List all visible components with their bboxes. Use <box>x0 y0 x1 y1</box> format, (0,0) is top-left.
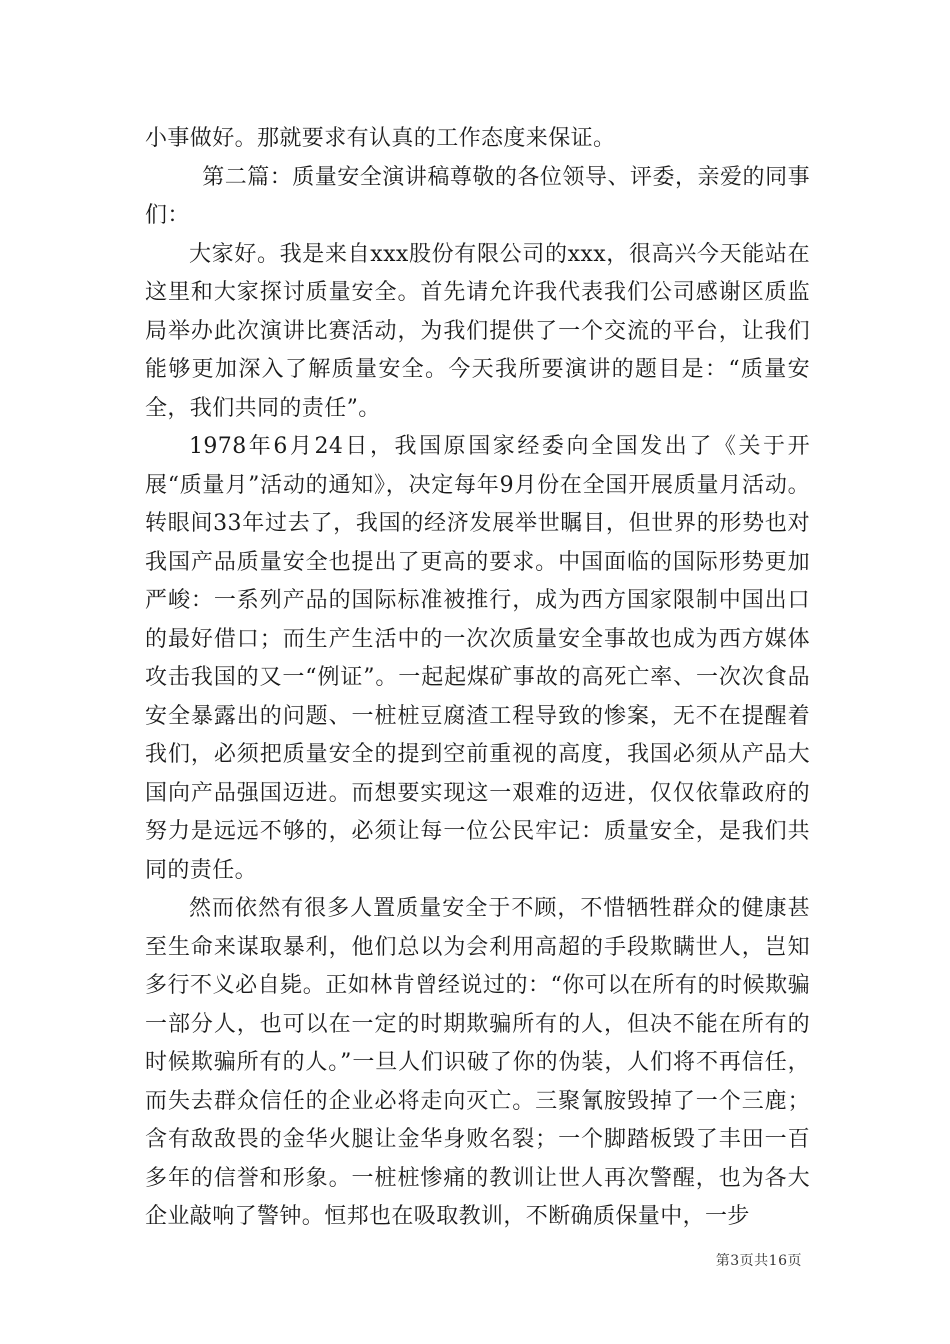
document-body <box>145 120 810 1237</box>
paragraph-section-heading: 第二篇：质量安全演讲稿尊敬的各位领导、评委，亲爱的同事们： <box>145 164 810 228</box>
paragraph-greeting: 大家好。我是来自xxx股份有限公司的xxx，很高兴今天能站在这里和大家探讨质量安全。首先请允许我代表我们公司感谢区质监局举办此次演讲比赛活动，为我们提供了一个交流的平台，让我们能够更加深入了解质量安全。今天我所要演讲的题目是：“质量安全，我们共同的责任”。 <box>145 241 810 421</box>
paragraph-history: 1978年6月24日，我国原国家经委向全国发出了《关于开展“质量月”活动的通知》，决定每年9月份在全国开展质量月活动。转眼间33年过去了，我国的经济发展举世瞩目，但世界的形势也对我国产品质量安全也提出了更高的要求。中国面临的国际形势更加严峻：一系列产品的国际标准被推行，成为西方国家限制中国出口的最好借口；而生产生活中的一次次质量安全事故也成为西方媒体攻击我国的又一“例证”。一起起煤矿事故的高死亡率、一次次食品安全暴露出的问题、一桩桩豆腐渣工程导致的惨案，无不在提醒着我们，必须把质量安全的提到空前重视的高度，我国必须从产品大国向产品强国迈进。而想要实现这一艰难的迈进，仅仅依靠政府的努力是远远不够的，必须让每一位公民牢记：质量安全，是我们共同的责任。 <box>145 434 810 883</box>
paragraph-continuation: 小事做好。那就要求有认真的工作态度来保证。 <box>145 126 616 151</box>
paragraph-warning: 然而依然有很多人置质量安全于不顾，不惜牺牲群众的健康甚至生命来谋取暴利，他们总以为会利用高超的手段欺瞒世人，岂知多行不义必自毙。正如林肯曾经说过的：“你可以在所有的时候欺骗一部分人，也可以在一定的时期欺骗所有的人，但决不能在所有的时候欺骗所有的人。”一旦人们识破了你的伪装，人们将不再信任，而失去群众信任的企业必将走向灭亡。三聚氰胺毁掉了一个三鹿；含有敌敌畏的金华火腿让金华身败名裂；一个脚踏板毁了丰田一百多年的信誉和形象。一桩桩惨痛的教训让世人再次警醒，也为各大企业敲响了警钟。恒邦也在吸取教训，不断确质保量中，一步 <box>145 896 810 1229</box>
page-number: 第3页共16页 <box>715 1253 802 1269</box>
